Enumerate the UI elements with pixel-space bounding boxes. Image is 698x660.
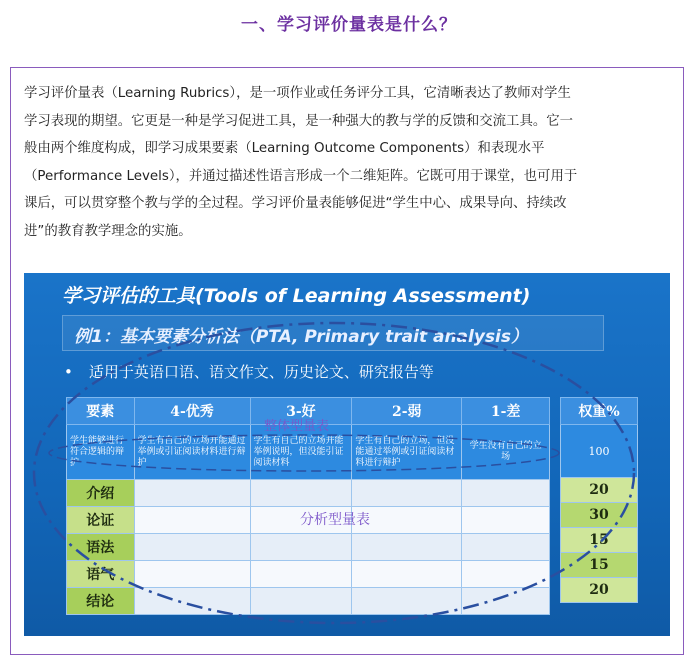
table-cell [462,480,550,507]
table-cell [352,561,462,588]
table-cell [250,588,352,615]
table-cell [250,534,352,561]
usage-text: 适用于英语口语、语文作文、历史论文、研究报告等 [88,363,434,381]
weight-value: 15 [561,528,638,553]
table-cell [134,480,250,507]
paragraph-line: 进”的教育教学理念的实施。 [24,223,192,239]
table-cell [462,507,550,534]
table-cell: 学生能够进行符合逻辑的辩护 [67,425,135,480]
table-cell [250,480,352,507]
table-row [67,534,550,561]
table-cell [134,534,250,561]
paragraph-line: 学习表现的期望。它更是一种是学习促进工具，是一种强大的教与学的反馈和交流工具。它一 [24,113,574,129]
table-cell [134,561,250,588]
example-title: 例1：基本要素分析法（PTA, Primary trait analysis） [74,327,529,347]
table-cell: 学生有自己的立场并能通过举例或引证阅读材料进行辩护 [134,425,250,480]
table-cell [352,534,462,561]
usage-bullet [64,361,434,382]
criterion-label: 语法 [67,534,135,561]
table-row [67,588,550,615]
header-good: 3-好 [250,398,352,425]
paragraph-line: （Performance Levels），并通过描述性语言形成一个二维矩阵。它既可用于课堂，也可用于 [24,168,578,184]
holistic-rubric-label: 整体型量表 [264,419,330,434]
table-cell [462,561,550,588]
table-cell [134,507,250,534]
table-row [67,480,550,507]
table-cell [352,588,462,615]
weight-value: 20 [561,578,638,603]
table-cell [352,480,462,507]
criterion-label: 语气 [67,561,135,588]
weight-value: 30 [561,503,638,528]
weight-value: 20 [561,478,638,503]
intro-paragraph [24,80,670,245]
paragraph-line: 般由两个维度构成，即学习成果要素（Learning Outcome Components）和表现水平 [24,141,545,156]
table-cell [462,534,550,561]
header-weight: 权重% [561,398,638,425]
table-cell [462,588,550,615]
bullet-dot-icon: • [64,363,73,381]
section-heading: 一、学习评价量表是什么？ [241,15,457,35]
header-weak: 2-弱 [352,398,462,425]
header-criteria: 要素 [67,398,135,425]
weight-table [560,397,638,603]
header-poor: 1-差 [462,398,550,425]
criterion-label: 介绍 [67,480,135,507]
criterion-label: 论证 [67,507,135,534]
rubric-slide-image [24,273,670,636]
slide-title: 学习评估的工具(Tools of Learning Assessment) [62,285,531,307]
paragraph-line: 课后，可以贯穿整个教与学的全过程。学习评价量表能够促进“学生中心、成果导向、持续改 [24,196,567,211]
header-excellent: 4-优秀 [134,398,250,425]
table-row [67,561,550,588]
analytic-rubric-label: 分析型量表 [300,512,370,528]
holistic-weight: 100 [561,425,638,478]
paragraph-line: 学习评价量表（Learning Rubrics），是一项作业或任务评分工具，它清晰表达了教师对学生 [24,86,571,101]
table-cell [250,561,352,588]
table-cell: 学生有自己的立场，但没能通过举例或引证阅读材料进行辩护 [352,425,462,480]
weight-value: 15 [561,553,638,578]
table-cell: 学生有自己的立场并能举例说明，但没能引证阅读材料 [250,425,352,480]
table-cell: 学生没有自己的立场 [462,425,550,480]
criterion-label: 结论 [67,588,135,615]
table-cell [134,588,250,615]
